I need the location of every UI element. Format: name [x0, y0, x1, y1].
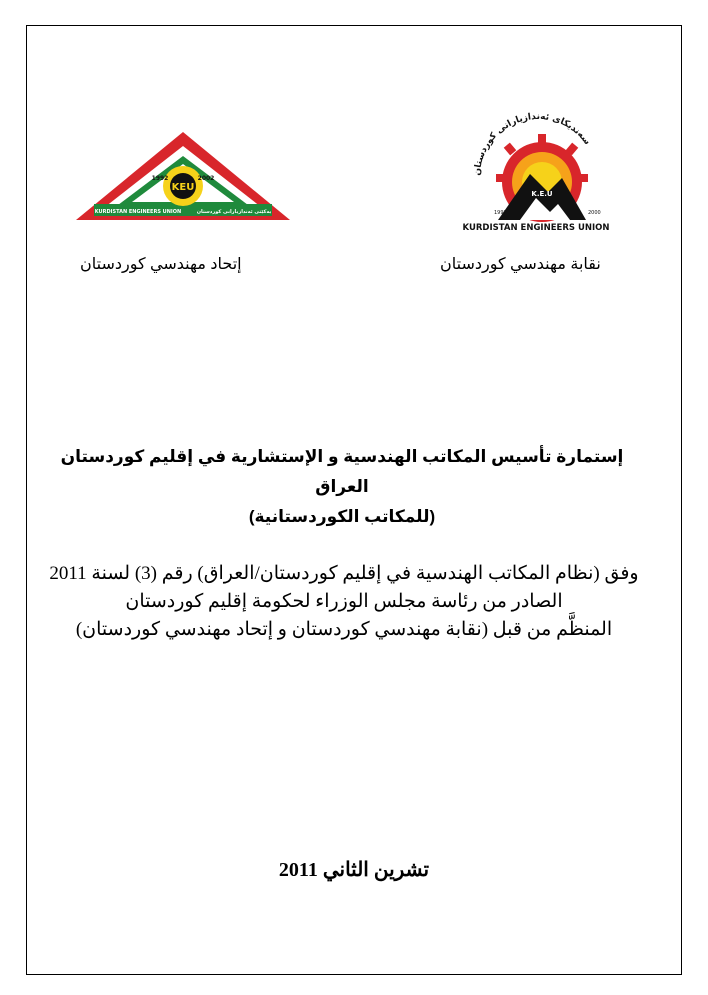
reference-line-1: وفق (نظام المكاتب الهندسية في إقليم كوردستان/العراق) رقم (3) لسنة 2011: [49, 563, 639, 584]
document-title: [40, 442, 644, 532]
triangle-band-text: KURDISTAN ENGINEERS UNION: [94, 209, 182, 215]
engineers-union-logo: [458, 108, 614, 232]
logo-initials: K.E.U: [531, 190, 553, 198]
title-line-2: (للمكاتب الكوردستانية): [248, 507, 436, 526]
logo-curved-text: سەندیکای ئەندازیارانی کوردستان: [472, 111, 592, 177]
reference-line-3: المنظَّم من قبل (نقابة مهندسي كوردستان و إتحاد مهندسي كوردستان): [75, 619, 613, 640]
title-line-1: إستمارة تأسيس المكاتب الهندسية و الإستشارية في إقليم كوردستان العراق: [60, 447, 624, 496]
logo-caption: KURDISTAN ENGINEERS UNION: [462, 223, 610, 232]
triangle-year-right: 2002: [197, 175, 215, 182]
engineers-federation-logo: [74, 130, 292, 222]
triangle-emblem-icon: [74, 130, 292, 222]
triangle-band-text-kurdish: یەکێتی ئەندازیارانی کوردستان: [196, 209, 272, 215]
triangle-year-left: 1992: [151, 175, 169, 182]
logo-year-right: 2000: [588, 210, 601, 216]
org-name-engineers-syndicate: نقابة مهندسي كوردستان: [440, 256, 601, 273]
reference-line-2: الصادر من رئاسة مجلس الوزراء لحكومة إقليم كوردستان: [125, 591, 563, 612]
org-name-engineers-union: إتحاد مهندسي كوردستان: [80, 256, 242, 273]
reference-paragraph: [40, 560, 648, 644]
document-date: تشرين الثاني 2011: [278, 859, 430, 881]
triangle-initials: KEU: [171, 182, 195, 193]
logo-year-left: 1992: [494, 210, 507, 216]
gear-sun-emblem-icon: [458, 108, 614, 232]
